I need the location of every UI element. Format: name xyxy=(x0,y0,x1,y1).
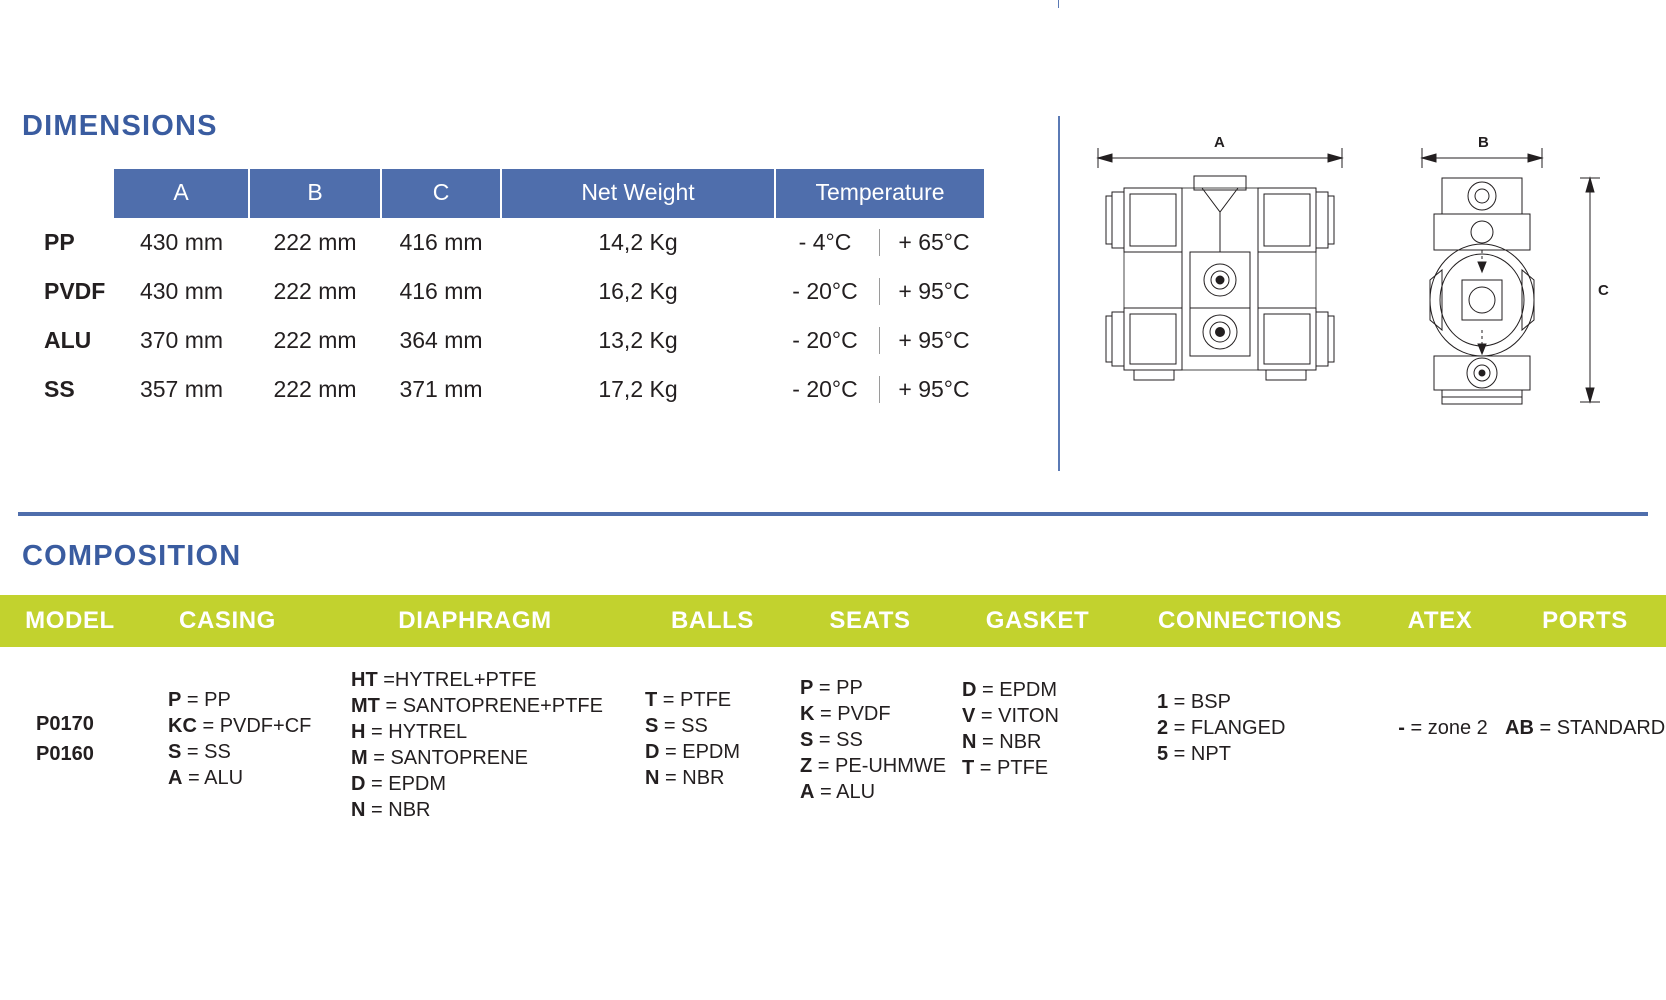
list-item: N = NBR xyxy=(962,731,1042,753)
cell-a: 370 mm xyxy=(139,327,224,353)
option-code: H xyxy=(351,721,366,743)
option-value: PE-UHMWE xyxy=(835,755,947,777)
list-item: Z = PE-UHMWE xyxy=(800,755,947,777)
column-header-c: C xyxy=(381,169,501,218)
option-value: BSP xyxy=(1190,691,1231,713)
cell-c: 416 mm xyxy=(399,229,483,255)
composition-header-diaphragm: DIAPHRAGM xyxy=(398,607,552,634)
corner-cell xyxy=(22,169,114,218)
list-item: H = HYTREL xyxy=(351,721,468,743)
cell-b: 222 mm xyxy=(273,376,357,402)
cell-a: 430 mm xyxy=(139,278,224,304)
option-code: D xyxy=(962,679,977,701)
option-code: N xyxy=(351,799,366,821)
cell-temp-max: + 95°C xyxy=(898,278,970,304)
option-code: S xyxy=(800,729,814,751)
cell-a: 357 mm xyxy=(139,376,224,402)
cell-temp-min: - 4°C xyxy=(775,229,880,256)
composition-section xyxy=(0,540,1666,823)
row-label-ss: SS xyxy=(44,376,75,402)
list-item: D = EPDM xyxy=(645,741,741,763)
list-item: - = zone 2 xyxy=(1398,717,1488,739)
list-item: A = ALU xyxy=(800,781,876,803)
cell-net-weight: 13,2 Kg xyxy=(598,327,678,353)
option-value: ALU xyxy=(204,767,244,789)
option-code: N xyxy=(645,767,660,789)
list-item: T = PTFE xyxy=(962,757,1049,779)
cell-temp-max: + 95°C xyxy=(898,376,970,402)
list-item: P = PP xyxy=(168,689,231,711)
composition-header-balls: BALLS xyxy=(671,607,754,634)
vertical-divider xyxy=(1058,116,1060,471)
option-value: SS xyxy=(836,729,863,751)
list-item: M = SANTOPRENE xyxy=(351,747,528,769)
table-header-row xyxy=(22,169,984,218)
cell-b: 222 mm xyxy=(273,229,357,255)
option-code: V xyxy=(962,705,976,727)
column-header-net-weight: Net Weight xyxy=(501,169,775,218)
option-code: 1 xyxy=(1157,691,1169,713)
row-label-alu: ALU xyxy=(44,327,92,353)
cell-c: 371 mm xyxy=(399,376,483,402)
composition-header-connections: CONNECTIONS xyxy=(1158,607,1342,634)
list-item: N = NBR xyxy=(645,767,725,789)
composition-col-balls xyxy=(635,667,790,823)
option-value: NBR xyxy=(388,799,431,821)
option-value: PP xyxy=(204,689,231,711)
cell-temperature xyxy=(775,267,984,316)
option-value: PTFE xyxy=(680,689,732,711)
list-item: V = VITON xyxy=(962,705,1059,727)
list-item: P = PP xyxy=(800,677,863,699)
pump-drawings xyxy=(1090,130,1650,470)
option-value: EPDM xyxy=(682,741,741,763)
option-value: NPT xyxy=(1190,743,1231,765)
option-code: S xyxy=(168,741,182,763)
table-row xyxy=(22,267,984,316)
dimensions-title: DIMENSIONS xyxy=(22,110,218,142)
list-item: S = SS xyxy=(168,741,231,763)
option-code: AB xyxy=(1505,717,1534,739)
option-code: Z xyxy=(800,755,813,777)
list-item: N = NBR xyxy=(351,799,431,821)
cell-temperature xyxy=(775,316,984,365)
cell-net-weight: 17,2 Kg xyxy=(598,376,678,402)
cell-temp-min: - 20°C xyxy=(775,327,880,354)
option-code: P xyxy=(168,689,182,711)
composition-header-ports: PORTS xyxy=(1542,607,1628,634)
column-header-temperature: Temperature xyxy=(775,169,984,218)
option-value: FLANGED xyxy=(1190,717,1286,739)
option-value: PVDF xyxy=(837,703,891,725)
option-code: T xyxy=(645,689,658,711)
model-item: P0170 xyxy=(36,713,94,735)
column-header-b: B xyxy=(249,169,381,218)
composition-col-gasket xyxy=(950,667,1125,823)
row-label-pp: PP xyxy=(44,229,75,255)
option-value: NBR xyxy=(999,731,1042,753)
dimension-label-c: C xyxy=(1598,282,1609,299)
list-item: 5 = NPT xyxy=(1157,743,1231,765)
dimensions-section xyxy=(0,110,1060,414)
option-code: N xyxy=(962,731,977,753)
model-item: P0160 xyxy=(36,743,94,765)
composition-col-casing xyxy=(140,667,315,823)
list-item: S = SS xyxy=(800,729,863,751)
list-item: D = EPDM xyxy=(962,679,1058,701)
option-code: D xyxy=(351,773,366,795)
cell-b: 222 mm xyxy=(273,278,357,304)
dimensions-table xyxy=(22,169,984,414)
list-item: AB = STANDARD xyxy=(1505,717,1666,739)
cell-b: 222 mm xyxy=(273,327,357,353)
composition-col-ports xyxy=(1505,667,1665,823)
pump-technical-drawing-svg xyxy=(1090,130,1650,470)
cell-temperature xyxy=(775,218,984,267)
option-value: ALU xyxy=(836,781,876,803)
option-value: SANTOPRENE xyxy=(390,747,528,769)
cell-a: 430 mm xyxy=(139,229,224,255)
list-item: KC = PVDF+CF xyxy=(168,715,312,737)
option-value: HYTREL+PTFE xyxy=(394,669,537,691)
option-code: KC xyxy=(168,715,197,737)
option-value: SS xyxy=(204,741,231,763)
composition-col-atex xyxy=(1375,667,1505,823)
option-code: 5 xyxy=(1157,743,1169,765)
top-rule-fragment xyxy=(1058,0,1059,8)
option-value: EPDM xyxy=(999,679,1058,701)
option-value: SANTOPRENE+PTFE xyxy=(402,695,603,717)
composition-col-diaphragm xyxy=(315,667,635,823)
list-item: HT =HYTREL+PTFE xyxy=(351,669,537,691)
composition-col-seats xyxy=(790,667,950,823)
option-code: D xyxy=(645,741,660,763)
table-row xyxy=(22,365,984,414)
table-row xyxy=(22,218,984,267)
option-value: PP xyxy=(836,677,863,699)
cell-temp-min: - 20°C xyxy=(775,376,880,403)
option-code: T xyxy=(962,757,975,779)
list-item: 1 = BSP xyxy=(1157,691,1231,713)
option-value: NBR xyxy=(682,767,725,789)
option-code: K xyxy=(800,703,815,725)
dimension-label-b: B xyxy=(1478,134,1489,151)
option-code: MT xyxy=(351,695,380,717)
cell-temp-min: - 20°C xyxy=(775,278,880,305)
composition-header-gasket: GASKET xyxy=(985,607,1090,634)
cell-temperature xyxy=(775,365,984,414)
composition-header-atex: ATEX xyxy=(1407,607,1473,634)
option-code: M xyxy=(351,747,368,769)
cell-c: 416 mm xyxy=(399,278,483,304)
cell-c: 364 mm xyxy=(399,327,483,353)
composition-header-row xyxy=(0,595,1666,647)
cell-net-weight: 16,2 Kg xyxy=(598,278,678,304)
option-value: zone 2 xyxy=(1427,717,1488,739)
composition-header-seats: SEATS xyxy=(829,607,911,634)
composition-col-model xyxy=(0,667,140,823)
cell-temp-max: + 95°C xyxy=(898,327,970,353)
option-code: P xyxy=(800,677,814,699)
option-value: PTFE xyxy=(997,757,1049,779)
list-item: 2 = FLANGED xyxy=(1157,717,1286,739)
cell-temp-max: + 65°C xyxy=(898,229,970,255)
option-value: PVDF+CF xyxy=(219,715,312,737)
option-value: EPDM xyxy=(388,773,447,795)
section-divider-rule xyxy=(18,512,1648,516)
list-item: T = PTFE xyxy=(645,689,732,711)
list-item: A = ALU xyxy=(168,767,244,789)
composition-body xyxy=(0,667,1666,823)
list-item: MT = SANTOPRENE+PTFE xyxy=(351,695,603,717)
cell-net-weight: 14,2 Kg xyxy=(598,229,678,255)
list-item: D = EPDM xyxy=(351,773,447,795)
list-item: K = PVDF xyxy=(800,703,891,725)
list-item: S = SS xyxy=(645,715,708,737)
option-value: STANDARD xyxy=(1556,717,1666,739)
composition-header-model: MODEL xyxy=(25,607,115,634)
option-value: HYTREL xyxy=(388,721,468,743)
composition-col-connections xyxy=(1125,667,1375,823)
composition-header-casing: CASING xyxy=(179,607,276,634)
option-value: VITON xyxy=(998,705,1059,727)
column-header-a: A xyxy=(114,169,249,218)
dimension-label-a: A xyxy=(1214,134,1225,151)
row-label-pvdf: PVDF xyxy=(44,278,106,304)
option-code: S xyxy=(645,715,659,737)
option-code: A xyxy=(168,767,183,789)
option-code: HT xyxy=(351,669,378,691)
option-code: A xyxy=(800,781,815,803)
option-code: 2 xyxy=(1157,717,1169,739)
table-row xyxy=(22,316,984,365)
option-code: - xyxy=(1398,717,1405,739)
option-value: SS xyxy=(681,715,708,737)
composition-title: COMPOSITION xyxy=(22,540,242,572)
